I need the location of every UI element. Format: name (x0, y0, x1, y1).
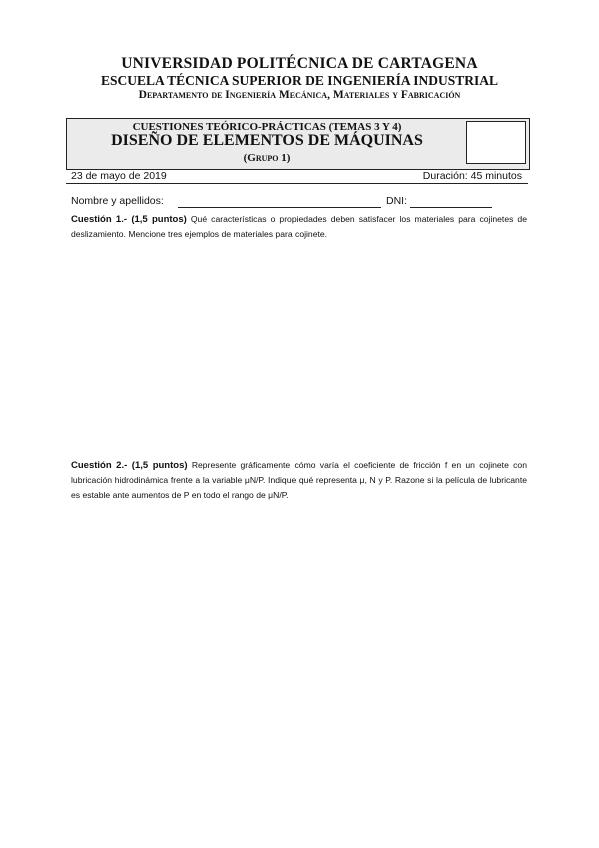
question-2 (71, 458, 527, 503)
department-title: Departamento de Ingeniería Mecánica, Materiales y Fabricación (138, 89, 461, 101)
exam-title: DISEÑO DE ELEMENTOS DE MÁQUINAS (111, 132, 423, 149)
question-1-text: Qué características o propiedades deben satisfacer los materiales para cojinetes de deslizamiento. Mencione tres ejemplos de materiales para cojinete. (71, 214, 527, 239)
question-2-text: Represente gráficamente cómo varía el coeficiente de fricción f en un cojinete con lubricación hidrodinámica frente a la variable μN/P. Indique qué representa μ, N y P. Razone si la película de lubricante es estable ante aumentos de P en todo el rango de μN/P. (71, 460, 527, 500)
name-label: Nombre y apellidos: (71, 195, 164, 207)
exam-subtitle: CUESTIONES TEÓRICO-PRÁCTICAS (TEMAS 3 Y 4) (132, 121, 402, 133)
question-1 (71, 212, 527, 242)
dni-label: DNI: (386, 195, 407, 207)
dni-field[interactable] (410, 207, 492, 208)
question-2-heading: Cuestión 2.- (1,5 puntos) (71, 460, 188, 471)
school-title: ESCUELA TÉCNICA SUPERIOR DE INGENIERÍA INDUSTRIAL (101, 73, 498, 88)
grade-box[interactable] (466, 121, 526, 164)
exam-group: (Grupo 1) (243, 152, 291, 164)
exam-title-box (66, 118, 530, 170)
exam-date: 23 de mayo de 2019 (71, 170, 167, 182)
exam-duration: Duración: 45 minutos (422, 170, 522, 182)
question-1-heading: Cuestión 1.- (1,5 puntos) (71, 214, 187, 225)
name-field[interactable] (178, 207, 381, 208)
divider (66, 183, 528, 184)
university-title: UNIVERSIDAD POLITÉCNICA DE CARTAGENA (121, 55, 478, 72)
